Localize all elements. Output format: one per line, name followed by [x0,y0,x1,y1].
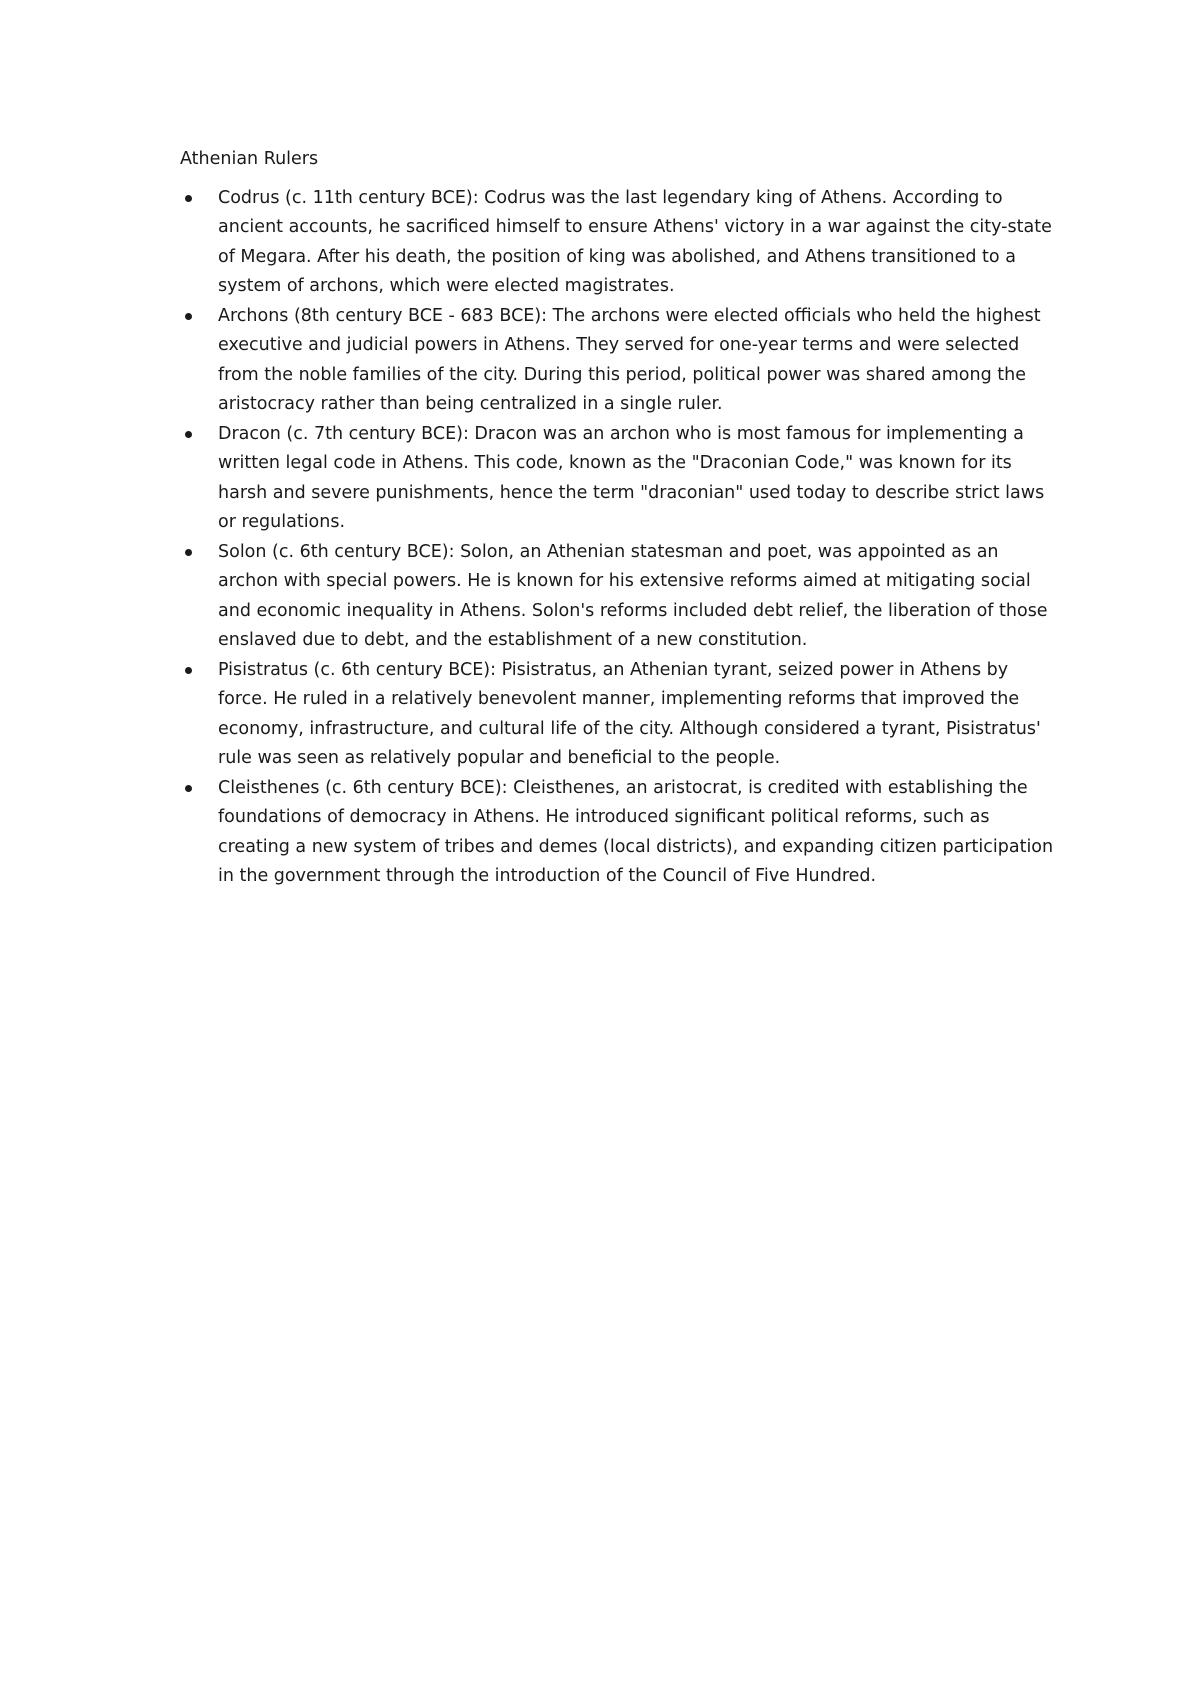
bullet-icon [185,313,192,320]
bullet-icon [185,667,192,674]
list-item-solon [180,538,1060,656]
bullet-icon [185,785,192,792]
bullet-icon [185,549,192,556]
list-item-text: Cleisthenes (c. 6th century BCE): Cleisthenes, an aristocrat, is credited with establishing the foundations of democracy in Athens. He introduced significant political reforms, such as creating a new system of tribes and demes (local districts), and expanding citizen participation in the government through the introduction of the Council of Five Hundred. [218,777,1054,886]
document-body [180,145,1060,892]
list-item-cleisthenes [180,774,1060,892]
list-item-text: Dracon (c. 7th century BCE): Dracon was an archon who is most famous for implementing a written legal code in Athens. This code, known as the "Draconian Code," was known for its harsh and severe punishments, hence the term "draconian" used today to describe strict laws or regulations. [218,423,1045,532]
list-item-text: Codrus (c. 11th century BCE): Codrus was the last legendary king of Athens. According to ancient accounts, he sacrificed himself to ensure Athens' victory in a war against the city-state of Megara. After his death, the position of king was abolished, and Athens transitioned to a system of archons, which were elected magistrates. [218,187,1052,296]
list-item-text: Solon (c. 6th century BCE): Solon, an Athenian statesman and poet, was appointed as an archon with special powers. He is known for his extensive reforms aimed at mitigating social and economic inequality in Athens. Solon's reforms included debt relief, the liberation of those enslaved due to debt, and the establishment of a new constitution. [218,541,1048,650]
bullet-icon [185,195,192,202]
rulers-list [180,184,1060,892]
document-title: Athenian Rulers [180,149,319,169]
list-item-pisistratus [180,656,1060,774]
list-item-codrus [180,184,1060,302]
list-item-text: Pisistratus (c. 6th century BCE): Pisistratus, an Athenian tyrant, seized power in Athens by force. He ruled in a relatively benevolent manner, implementing reforms that improved the economy, infrastructure, and cultural life of the city. Although considered a tyrant, Pisistratus' rule was seen as relatively popular and beneficial to the people. [218,659,1041,768]
bullet-icon [185,431,192,438]
list-item-dracon [180,420,1060,538]
list-item-archons [180,302,1060,420]
list-item-text: Archons (8th century BCE - 683 BCE): The archons were elected officials who held the highest executive and judicial powers in Athens. They served for one-year terms and were selected from the noble families of the city. During this period, political power was shared among the aristocracy rather than being centralized in a single ruler. [218,305,1041,414]
